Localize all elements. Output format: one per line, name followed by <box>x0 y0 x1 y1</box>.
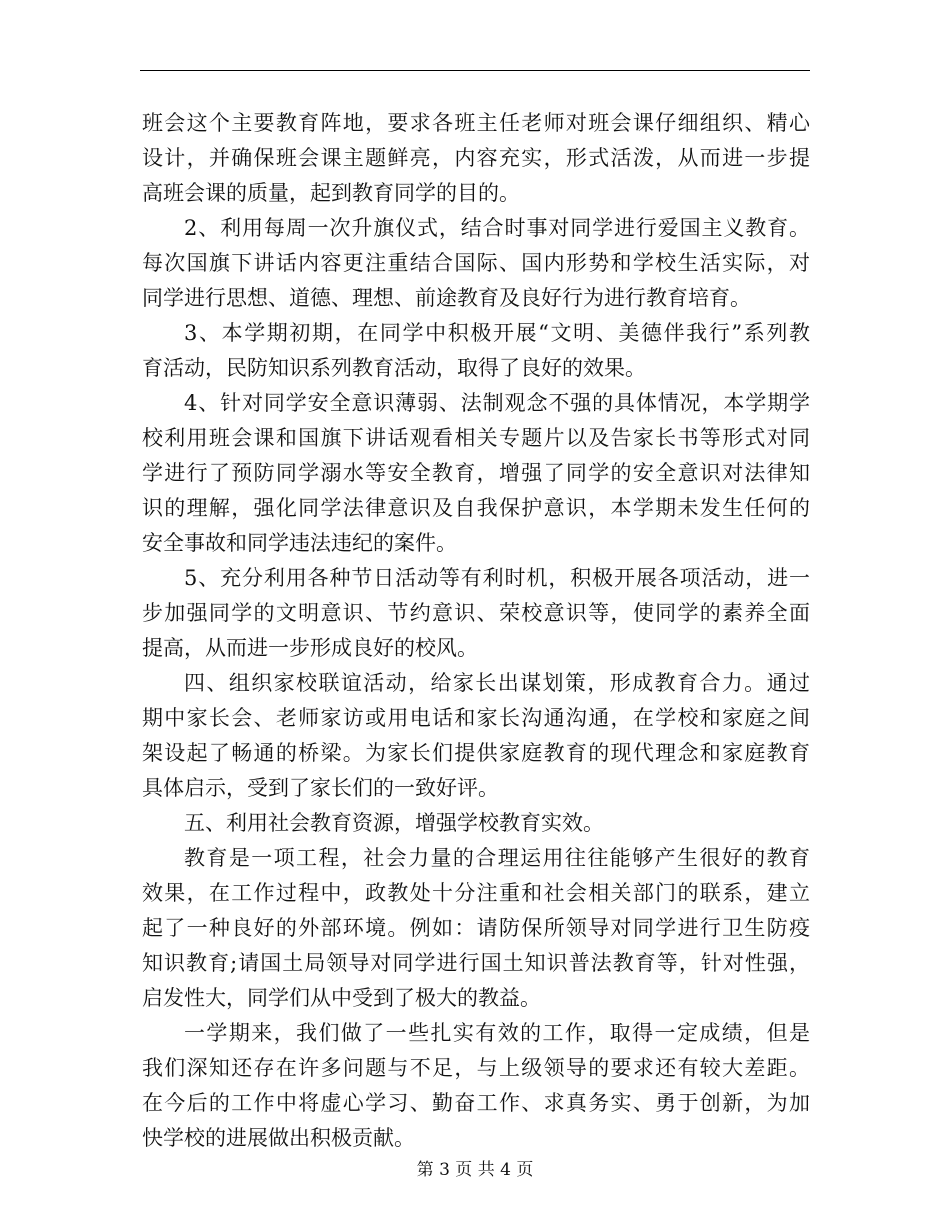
body-text <box>142 106 810 1156</box>
text-line: 我们深知还存在许多问题与不足，与上级领导的要求还有较大差距。 <box>142 1056 810 1080</box>
text-line: 5、充分利用各种节日活动等有利时机，积极开展各项活动，进一 <box>184 566 810 590</box>
text-line: 步加强同学的文明意识、节约意识、荣校意识等，使同学的素养全面 <box>142 601 810 625</box>
text-line: 效果，在工作过程中，政教处十分注重和社会相关部门的联系，建立 <box>142 881 810 905</box>
text-line: 快学校的进展做出积极贡献。 <box>142 1126 415 1150</box>
text-line: 4、针对同学安全意识薄弱、法制观念不强的具体情况，本学期学 <box>184 391 810 415</box>
text-line: 3、本学期初期，在同学中积极开展“文明、美德伴我行”系列教 <box>184 321 810 345</box>
text-line: 期中家长会、老师家访或用电话和家长沟通沟通，在学校和家庭之间 <box>142 706 810 730</box>
text-line: 2、利用每周一次升旗仪式，结合时事对同学进行爱国主义教育。 <box>184 216 810 240</box>
text-line: 学进行了预防同学溺水等安全教育，增强了同学的安全意识对法律知 <box>142 461 810 485</box>
text-line: 校利用班会课和国旗下讲话观看相关专题片以及告家长书等形式对同 <box>142 426 810 450</box>
text-line: 高班会课的质量，起到教育同学的目的。 <box>142 181 520 205</box>
text-line: 教育是一项工程，社会力量的合理运用往往能够产生很好的教育 <box>184 846 810 870</box>
text-line: 安全事故和同学违法违纪的案件。 <box>142 531 457 555</box>
header-rule <box>140 70 810 71</box>
text-line: 育活动，民防知识系列教育活动，取得了良好的效果。 <box>142 356 646 380</box>
text-line: 提高，从而进一步形成良好的校风。 <box>142 636 478 660</box>
text-line: 班会这个主要教育阵地，要求各班主任老师对班会课仔细组织、精心 <box>142 111 810 135</box>
text-line: 设计，并确保班会课主题鲜亮，内容充实，形式活泼，从而进一步提 <box>142 146 810 170</box>
text-line: 在今后的工作中将虚心学习、勤奋工作、求真务实、勇于创新，为加 <box>142 1091 810 1115</box>
text-line: 四、组织家校联谊活动，给家长出谋划策，形成教育合力。通过 <box>184 671 810 695</box>
text-line: 架设起了畅通的桥梁。为家长们提供家庭教育的现代理念和家庭教育 <box>142 741 810 765</box>
text-line: 五、利用社会教育资源，增强学校教育实效。 <box>184 811 604 835</box>
text-line: 启发性大，同学们从中受到了极大的教益。 <box>142 986 541 1010</box>
text-line: 每次国旗下讲话内容更注重结合国际、国内形势和学校生活实际，对 <box>142 251 810 275</box>
page-footer: 第 3 页 共 4 页 <box>416 1160 534 1180</box>
text-line: 知识教育;请国土局领导对同学进行国土知识普法教育等，针对性强， <box>142 951 810 975</box>
text-line: 一学期来，我们做了一些扎实有效的工作，取得一定成绩，但是 <box>184 1021 810 1045</box>
text-line: 同学进行思想、道德、理想、前途教育及良好行为进行教育培育。 <box>142 286 751 310</box>
text-line: 识的理解，强化同学法律意识及自我保护意识，本学期未发生任何的 <box>142 496 810 520</box>
text-line: 具体启示，受到了家长们的一致好评。 <box>142 776 499 800</box>
text-line: 起了一种良好的外部环境。例如：请防保所领导对同学进行卫生防疫 <box>142 916 810 940</box>
